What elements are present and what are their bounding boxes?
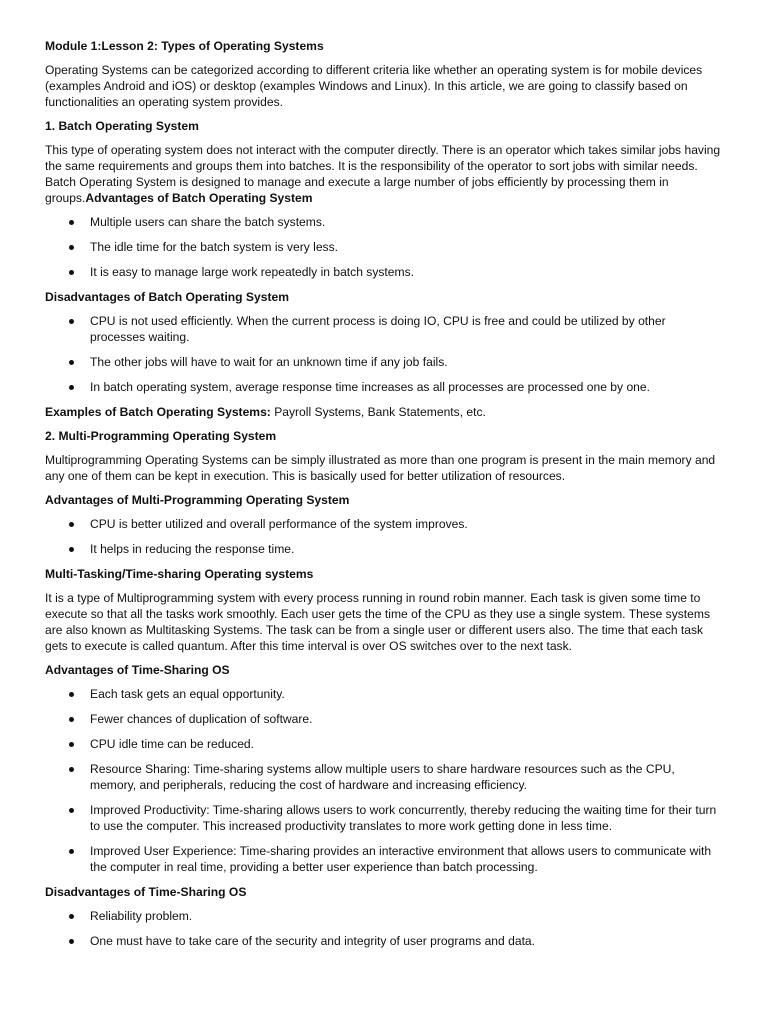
timesharing-advantages-heading: Advantages of Time-Sharing OS xyxy=(45,663,230,677)
batch-examples xyxy=(45,404,724,420)
batch-paragraph xyxy=(45,142,724,206)
batch-disadvantages-heading: Disadvantages of Batch Operating System xyxy=(45,290,289,304)
list-item: Multiple users can share the batch systems. xyxy=(90,214,724,230)
list-item: CPU idle time can be reduced. xyxy=(90,736,724,752)
list-item: It helps in reducing the response time. xyxy=(90,541,724,557)
list-item: CPU is not used efficiently. When the current process is doing IO, CPU is free and could be utilized by other processes waiting. xyxy=(90,313,724,345)
timesharing-disadvantages-list xyxy=(45,908,724,949)
list-item: One must have to take care of the security and integrity of user programs and data. xyxy=(90,933,724,949)
timesharing-paragraph: It is a type of Multiprogramming system with every process running in round robin manner. Each task is given some time to execute so that all the tasks work smoothly. Each user gets the time of the CPU as they use a single system. These systems are also known as Multitasking Systems. The task can be from a single user or different users also. The time that each task gets to execute is called quantum. After this time interval is over OS switches over to the next task. xyxy=(45,591,711,653)
list-item: The other jobs will have to wait for an unknown time if any job fails. xyxy=(90,354,724,370)
multiprogramming-heading: 2. Multi-Programming Operating System xyxy=(45,429,277,443)
batch-advantages-heading: Advantages of Batch Operating System xyxy=(85,191,313,205)
list-item: CPU is better utilized and overall performance of the system improves. xyxy=(90,516,724,532)
list-item: Each task gets an equal opportunity. xyxy=(90,686,724,702)
timesharing-advantages-list xyxy=(45,686,724,875)
multiprogramming-advantages-heading: Advantages of Multi-Programming Operating System xyxy=(45,493,350,507)
batch-examples-label: Examples of Batch Operating Systems: xyxy=(45,405,271,419)
multiprogramming-paragraph: Multiprogramming Operating Systems can be simply illustrated as more than one program is present in the main memory and any one of them can be kept in execution. This is basically used for better utilization of resources. xyxy=(45,453,716,483)
batch-paragraph-text: This type of operating system does not interact with the computer directly. There is an operator which takes similar jobs having the same requirements and groups them into batches. It is the responsibility of the operator to sort jobs with similar needs. Batch Operating System is designed to manage and execute a large number of jobs efficiently by processing them in groups. xyxy=(45,143,721,205)
timesharing-heading: Multi-Tasking/Time-sharing Operating systems xyxy=(45,567,314,581)
intro-paragraph: Operating Systems can be categorized according to different criteria like whether an operating system is for mobile devices (examples Android and iOS) or desktop (examples Windows and Linux). In this article, we are going to classify based on functionalities an operating system provides. xyxy=(45,63,703,109)
list-item: In batch operating system, average response time increases as all processes are processed one by one. xyxy=(90,379,724,395)
batch-advantages-list xyxy=(45,214,724,280)
timesharing-disadvantages-heading: Disadvantages of Time-Sharing OS xyxy=(45,885,247,899)
list-item: Improved User Experience: Time-sharing provides an interactive environment that allows users to communicate with the computer in real time, providing a better user experience than batch processing. xyxy=(90,843,724,875)
batch-heading: 1. Batch Operating System xyxy=(45,119,199,133)
page-title: Module 1:Lesson 2: Types of Operating Systems xyxy=(45,39,324,53)
list-item: Resource Sharing: Time-sharing systems allow multiple users to share hardware resources such as the CPU, memory, and peripherals, reducing the cost of hardware and increasing efficiency. xyxy=(90,761,724,793)
list-item: It is easy to manage large work repeatedly in batch systems. xyxy=(90,264,724,280)
list-item: The idle time for the batch system is very less. xyxy=(90,239,724,255)
batch-disadvantages-list xyxy=(45,313,724,395)
batch-examples-text: Payroll Systems, Bank Statements, etc. xyxy=(270,405,486,419)
list-item: Fewer chances of duplication of software. xyxy=(90,711,724,727)
list-item: Reliability problem. xyxy=(90,908,724,924)
multiprogramming-advantages-list xyxy=(45,516,724,557)
list-item: Improved Productivity: Time-sharing allows users to work concurrently, thereby reducing the waiting time for their turn to use the computer. This increased productivity translates to more work getting done in less time. xyxy=(90,802,724,834)
